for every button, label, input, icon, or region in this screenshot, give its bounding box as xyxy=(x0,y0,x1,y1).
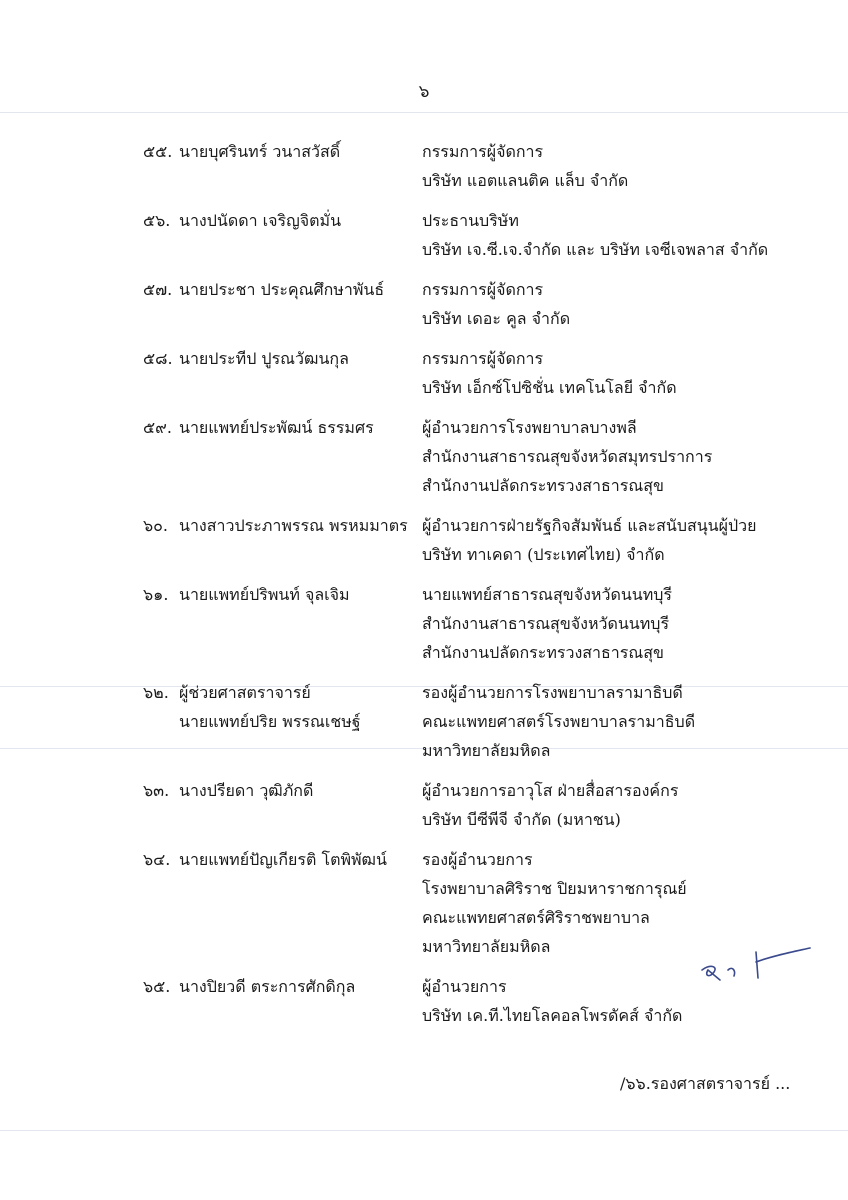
entry-number: ๖๓. xyxy=(143,781,170,800)
member-position-line: รองผู้อำนวยการโรงพยาบาลรามาธิบดี xyxy=(422,683,683,702)
member-position-line: สำนักงานปลัดกระทรวงสาธารณสุข xyxy=(422,476,664,495)
member-position-line: ผู้อำนวยการฝ่ายรัฐกิจสัมพันธ์ และสนับสนุนผู้ป่วย xyxy=(422,516,757,535)
member-position-line: บริษัท บีซีพีจี จำกัด (มหาชน) xyxy=(422,810,621,829)
entry-number: ๖๒. xyxy=(143,683,169,702)
member-name xyxy=(179,972,422,1030)
member-entry xyxy=(143,580,803,667)
member-position-line: รองผู้อำนวยการ xyxy=(422,850,533,869)
member-name xyxy=(179,678,422,765)
scan-line xyxy=(0,1130,848,1131)
member-position xyxy=(422,137,802,195)
member-position-line: บริษัท ทาเคดา (ประเทศไทย) จำกัด xyxy=(422,545,665,564)
member-position xyxy=(422,413,802,500)
entry-number: ๖๐. xyxy=(143,516,169,535)
member-position-line: กรรมการผู้จัดการ xyxy=(422,142,544,161)
member-position-line: นายแพทย์สาธารณสุขจังหวัดนนทบุรี xyxy=(422,585,672,604)
member-position-line: คณะแพทยศาสตร์ศิริราชพยาบาล xyxy=(422,908,650,927)
scan-line xyxy=(0,112,848,113)
member-name-line: นายประชา ประคุณศึกษาพันธ์ xyxy=(179,280,385,299)
member-position-line: ผู้อำนวยการโรงพยาบาลบางพลี xyxy=(422,418,637,437)
member-position-line: กรรมการผู้จัดการ xyxy=(422,280,544,299)
member-position-line: บริษัท เอ็กซ์โปซิชั่น เทคโนโลยี จำกัด xyxy=(422,378,677,397)
handwritten-initials xyxy=(696,940,816,990)
member-position-line: มหาวิทยาลัยมหิดล xyxy=(422,741,551,760)
member-position-line: บริษัท เจ.ซี.เจ.จำกัด และ บริษัท เจซีเจพลาส จำกัด xyxy=(422,240,769,259)
member-name xyxy=(179,580,422,667)
member-name-line: นายประทีป ปูรณวัฒนกุล xyxy=(179,349,349,368)
entry-number: ๕๖. xyxy=(143,211,171,230)
member-name-line: นางสาวประภาพรรณ พรหมมาตร xyxy=(179,516,408,535)
member-entry xyxy=(143,206,803,264)
member-name xyxy=(179,413,422,500)
member-name-line: นายแพทย์ประพัฒน์ ธรรมศร xyxy=(179,418,374,437)
member-name-line: นายแพทย์ปริพนท์ จุลเจิม xyxy=(179,585,350,604)
member-name xyxy=(179,776,422,834)
member-position-line: ประธานบริษัท xyxy=(422,211,519,230)
entry-number: ๖๕. xyxy=(143,977,171,996)
member-entry xyxy=(143,776,803,834)
entry-number: ๖๔. xyxy=(143,850,171,869)
member-name xyxy=(179,275,422,333)
member-name-line: นางปรียดา วุฒิภักดี xyxy=(179,781,314,800)
member-position-line: โรงพยาบาลศิริราช ปิยมหาราชการุณย์ xyxy=(422,879,687,898)
member-name xyxy=(179,845,422,961)
member-position xyxy=(422,344,802,402)
member-position xyxy=(422,776,802,834)
member-position xyxy=(422,678,802,765)
member-position xyxy=(422,275,802,333)
member-position xyxy=(422,206,802,264)
member-position xyxy=(422,580,802,667)
continuation-note: /๖๖.รองศาสตราจารย์ ... xyxy=(620,1074,791,1093)
entry-number: ๕๕. xyxy=(143,142,173,161)
member-name xyxy=(179,137,422,195)
entry-number: ๕๙. xyxy=(143,418,172,437)
member-entry xyxy=(143,678,803,765)
entry-number: ๕๗. xyxy=(143,280,173,299)
member-name xyxy=(179,511,422,569)
member-name-line: ผู้ช่วยศาสตราจารย์ xyxy=(179,683,311,702)
member-position-line: มหาวิทยาลัยมหิดล xyxy=(422,937,551,956)
member-name xyxy=(179,344,422,402)
member-position-line: คณะแพทยศาสตร์โรงพยาบาลรามาธิบดี xyxy=(422,712,696,731)
member-position-line: ผู้อำนวยการอาวุโส ฝ่ายสื่อสารองค์กร xyxy=(422,781,679,800)
member-entry xyxy=(143,344,803,402)
member-entry xyxy=(143,511,803,569)
member-name xyxy=(179,206,422,264)
member-position-line: สำนักงานสาธารณสุขจังหวัดนนทบุรี xyxy=(422,614,670,633)
member-position-line: สำนักงานปลัดกระทรวงสาธารณสุข xyxy=(422,643,664,662)
member-position-line: บริษัท แอตแลนติค แล็บ จำกัด xyxy=(422,171,629,190)
member-name-line: นางปนัดดา เจริญจิตมั่น xyxy=(179,211,341,230)
member-name-line: นายบุศรินทร์ วนาสวัสดิ์ xyxy=(179,142,341,161)
member-list xyxy=(143,137,803,1041)
member-name-line: นายแพทย์ปัญเกียรติ โตพิพัฒน์ xyxy=(179,850,387,869)
page-number: ๖ xyxy=(418,82,430,102)
member-position-line: สำนักงานสาธารณสุขจังหวัดสมุทรปราการ xyxy=(422,447,713,466)
member-position xyxy=(422,511,802,569)
member-entry xyxy=(143,275,803,333)
member-entry xyxy=(143,137,803,195)
member-position-line: กรรมการผู้จัดการ xyxy=(422,349,544,368)
member-name-line: นายแพทย์ปริย พรรณเชษฐ์ xyxy=(179,712,361,731)
member-position-line: ผู้อำนวยการ xyxy=(422,977,507,996)
entry-number: ๖๑. xyxy=(143,585,169,604)
entry-number: ๕๘. xyxy=(143,349,173,368)
member-position-line: บริษัท เดอะ คูล จำกัด xyxy=(422,309,571,328)
member-entry xyxy=(143,413,803,500)
member-name-line: นางปิยวดี ตระการศักดิกุล xyxy=(179,977,356,996)
member-position-line: บริษัท เค.ที.ไทยโลคอลโพรดัคส์ จำกัด xyxy=(422,1006,683,1025)
